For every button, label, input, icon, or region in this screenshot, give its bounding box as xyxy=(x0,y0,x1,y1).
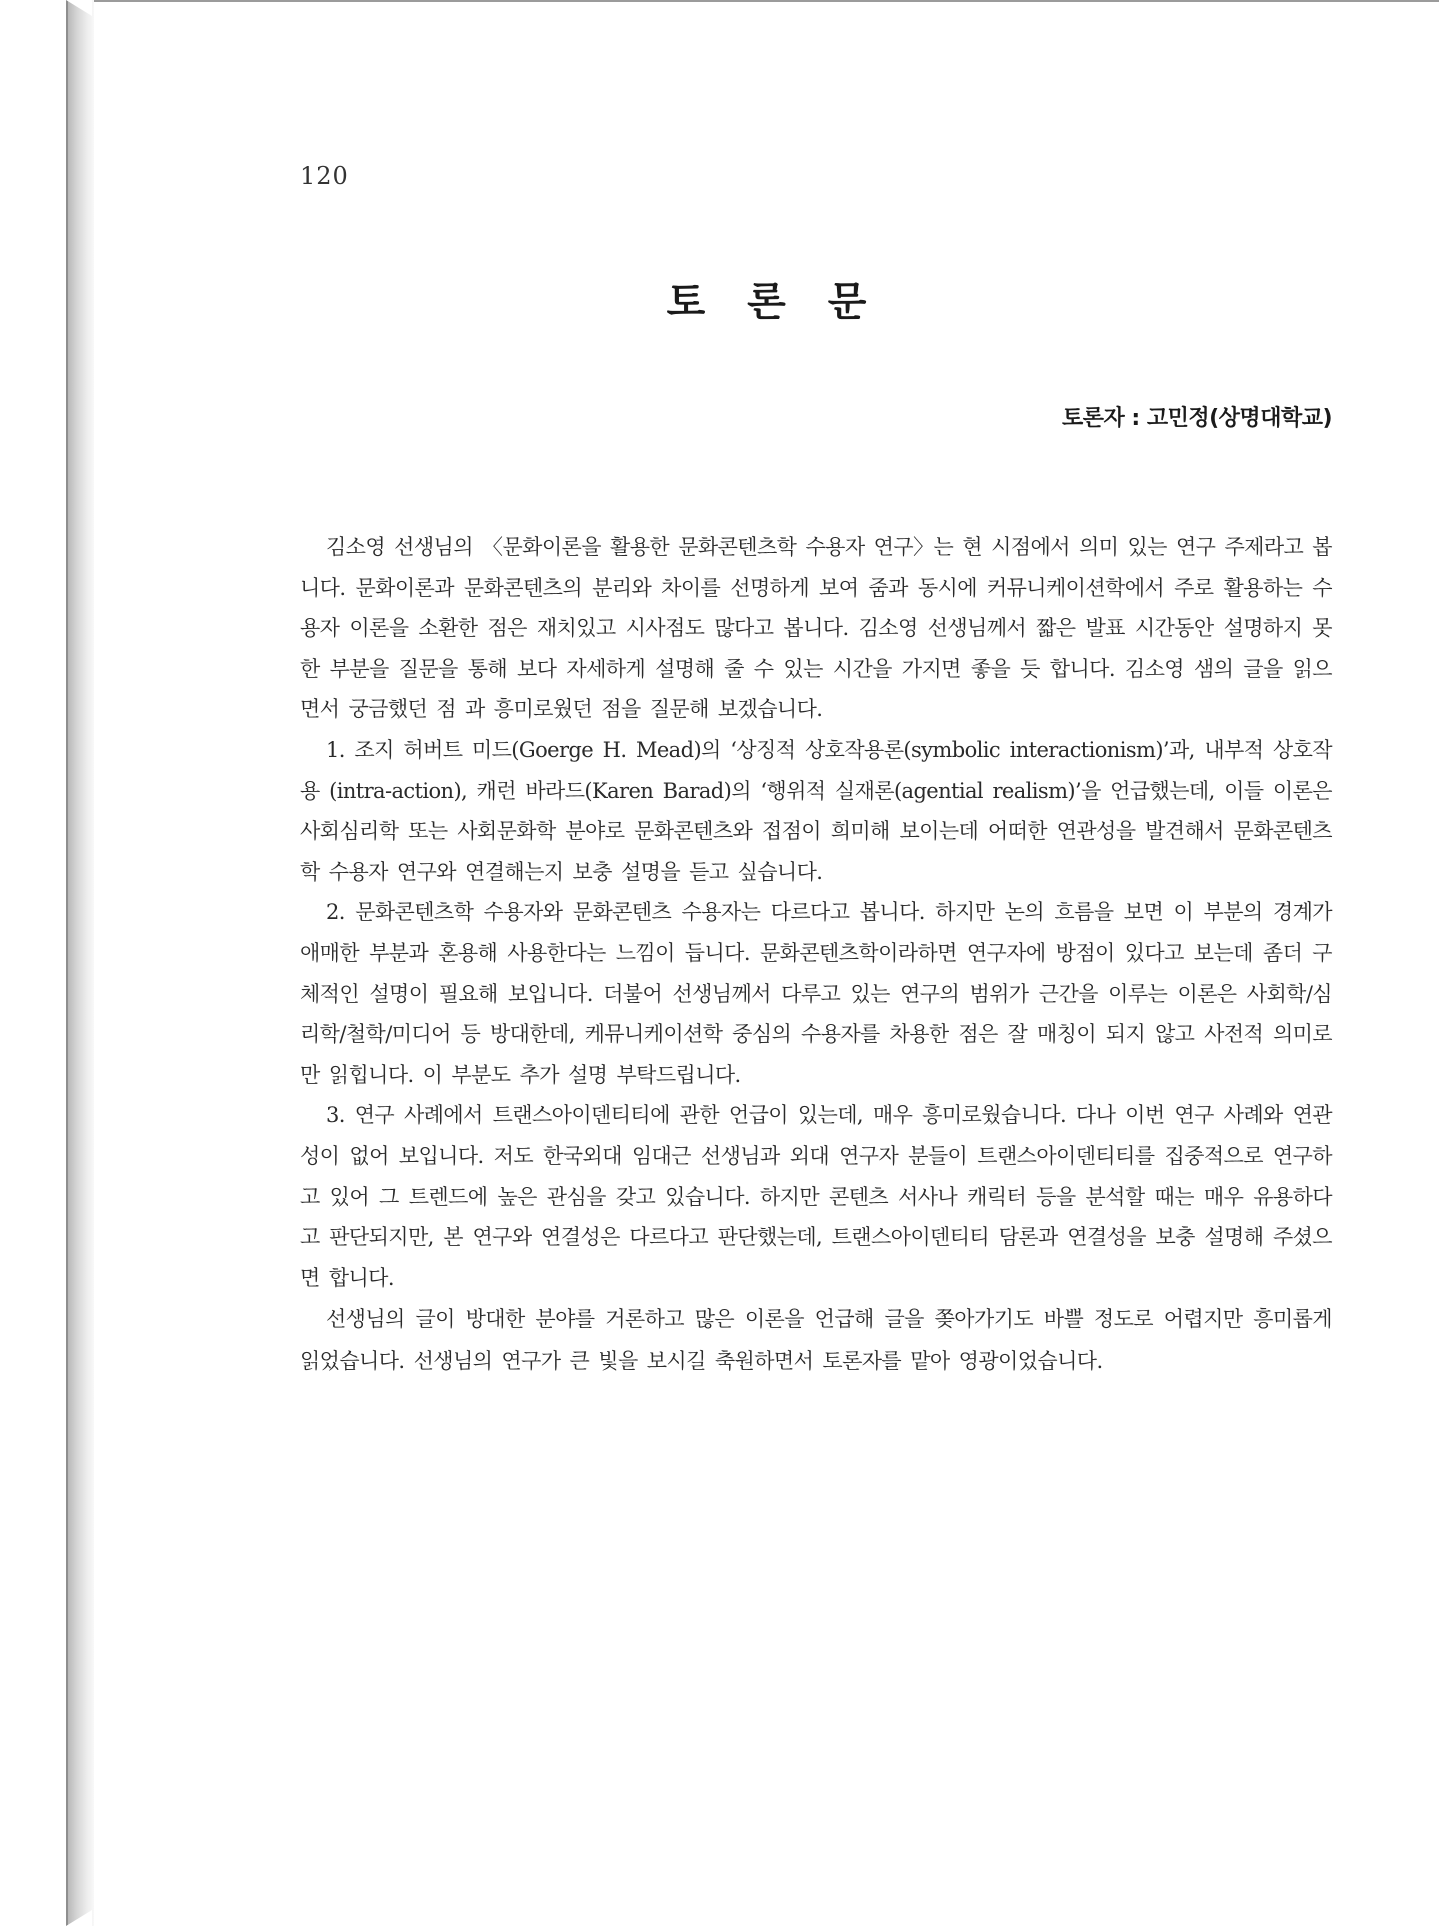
author-line: 토론자 : 고민정(상명대학교) xyxy=(1062,406,1332,431)
paragraph-closing: 선생님의 글이 방대한 분야를 거론하고 많은 이론을 언급해 글을 쫒아가기도 바쁠 정도로 어렵지만 흥미롭게 읽었습니다. 선생님의 연구가 큰 빛을 보시길 축원하면서 토론자를 맡아 영광이었습니다. xyxy=(300,1307,1332,1374)
page-title: 토 론 문 xyxy=(666,279,881,325)
page-edge-corner-top xyxy=(66,0,92,16)
paragraph-question-2: 2. 문화콘텐츠학 수용자와 문화콘텐츠 수용자는 다르다고 봅니다. 하지만 논의 흐름을 보면 이 부분의 경계가 애매한 부분과 혼용해 사용한다는 느낌이 듭니다. 문화콘텐츠학이라하면 연구자에 방점이 있다고 보는데 좀더 구체적인 설명이 필요해 보입니다. 더불어 선생님께서 다루고 있는 연구의 범위가 근간을 이루는 이론은 사회학/심리학/철학/미디어 등 방대한데, 케뮤니케이션학 중심의 수용자를 차용한 점은 잘 매칭이 되지 않고 사전적 의미로만 읽힙니다. 이 부분도 추가 설명 부탁드립니다. xyxy=(300,900,1332,1087)
page-edge-corner-bottom xyxy=(66,1910,92,1926)
discussion-body xyxy=(300,527,1332,1382)
paragraph-question-1: 1. 조지 허버트 미드(Goerge H. Mead)의 ‘상징적 상호작용론(symbolic interactionism)’과, 내부적 상호작용 (intra-action), 캐런 바라드(Karen Barad)의 ‘행위적 실재론(agential realism)’을 언급했는데, 이들 이론은 사회심리학 또는 사회문화학 분야로 문화콘텐츠와 접점이 희미해 보이는데 어떠한 연관성을 발견해서 문화콘텐츠학 수용자 연구와 연결해는지 보충 설명을 듣고 싶습니다. xyxy=(300,737,1332,884)
document-page xyxy=(94,0,1439,1926)
paragraph-intro: 김소영 선생님의 〈문화이론을 활용한 문화콘텐츠학 수용자 연구〉는 현 시점에서 의미 있는 연구 주제라고 봅니다. 문화이론과 문화콘텐츠의 분리와 차이를 선명하게 보여 줌과 동시에 커뮤니케이션학에서 주로 활용하는 수용자 이론을 소환한 점은 재치있고 시사점도 많다고 봅니다. 김소영 선생님께서 짧은 발표 시간동안 설명하지 못한 부분을 질문을 통해 보다 자세하게 설명해 줄 수 있는 시간을 가지면 좋을 듯 합니다. 김소영 샘의 글을 읽으면서 궁금했던 점 과 흥미로웠던 점을 질문해 보겠습니다. xyxy=(300,535,1332,722)
paragraph-question-3: 3. 연구 사례에서 트랜스아이덴티티에 관한 언급이 있는데, 매우 흥미로웠습니다. 다나 이번 연구 사례와 연관성이 없어 보입니다. 저도 한국외대 임대근 선생님과 외대 연구자 분들이 트랜스아이덴티티를 집중적으로 연구하고 있어 그 트렌드에 높은 관심을 갖고 있습니다. 하지만 콘텐츠 서사나 캐릭터 등을 분석할 때는 매우 유용하다고 판단되지만, 본 연구와 연결성은 다르다고 판단했는데, 트랜스아이덴티티 담론과 연결성을 보충 설명해 주셨으면 합니다. xyxy=(300,1103,1332,1290)
page-number: 120 xyxy=(300,162,349,190)
book-page-edge xyxy=(66,0,94,1926)
